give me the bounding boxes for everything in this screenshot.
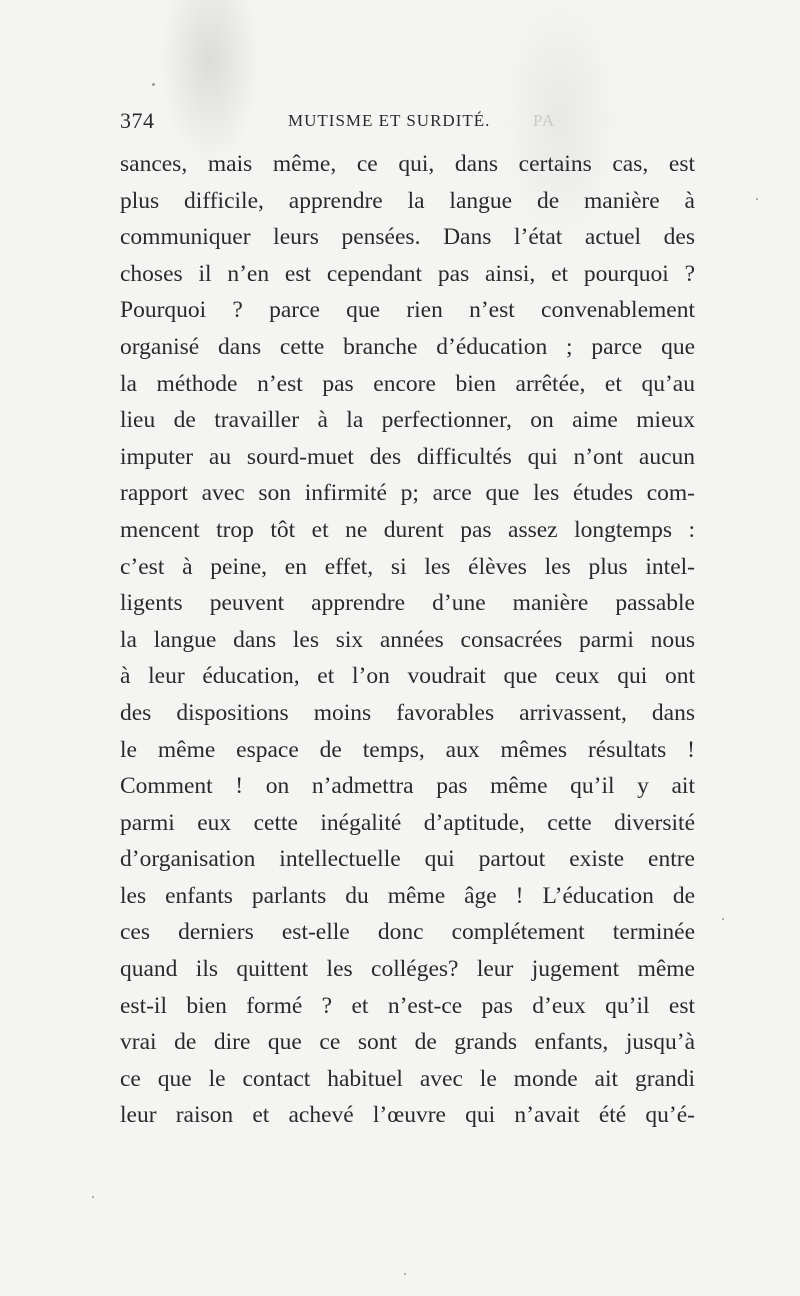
page-number: 374 [120, 108, 155, 133]
text-line: plus difficile, apprendre la langue de manière à [120, 187, 695, 214]
text-line: c’est à peine, en effet, si les élèves les plus intel- [120, 553, 695, 580]
body-text [120, 146, 695, 1134]
text-line: rapport avec son infirmité p; arce que les études com- [120, 480, 695, 507]
text-line: la méthode n’est pas encore bien arrêtée, et qu’au [120, 370, 695, 397]
paper-speck [404, 1273, 406, 1275]
page-header [120, 108, 695, 138]
text-line: la langue dans les six années consacrées parmi nous [120, 626, 695, 653]
paper-speck [152, 83, 155, 86]
bleed-through-text: PA [533, 111, 556, 130]
paper-speck [722, 918, 724, 920]
text-line: organisé dans cette branche d’éducation ; parce que [120, 333, 695, 360]
text-line: quand ils quittent les colléges? leur jugement même [120, 956, 695, 983]
text-line: vrai de dire que ce sont de grands enfants, jusqu’à [120, 1029, 695, 1056]
text-line: parmi eux cette inégalité d’aptitude, cette diversité [120, 809, 695, 836]
text-line: le même espace de temps, aux mêmes résultats ! [120, 736, 695, 763]
text-line: choses il n’en est cependant pas ainsi, et pourquoi ? [120, 260, 695, 287]
text-line: Pourquoi ? parce que rien n’est convenablement [120, 297, 695, 324]
text-line: Comment ! on n’admettra pas même qu’il y ait [120, 773, 695, 800]
text-line: est-il bien formé ? et n’est-ce pas d’eux qu’il est [120, 992, 695, 1019]
text-line: des dispositions moins favorables arrivassent, dans [120, 699, 695, 726]
text-line: lieu de travailler à la perfectionner, on aime mieux [120, 407, 695, 434]
paper-speck [756, 198, 758, 200]
text-line: ce que le contact habituel avec le monde ait grandi [120, 1065, 695, 1092]
text-line: les enfants parlants du même âge ! L’éducation de [120, 882, 695, 909]
text-line: à leur éducation, et l’on voudrait que ceux qui ont [120, 663, 695, 690]
text-line: leur raison et achevé l’œuvre qui n’avait été qu’é- [120, 1102, 695, 1129]
text-line: ligents peuvent apprendre d’une manière passable [120, 590, 695, 617]
text-line: ces derniers est-elle donc complétement terminée [120, 919, 695, 946]
paper-speck [92, 1196, 94, 1198]
text-line: communiquer leurs pensées. Dans l’état actuel des [120, 224, 695, 251]
running-head: MUTISME ET SURDITÉ. [288, 111, 491, 130]
text-line: sances, mais même, ce qui, dans certains cas, est [120, 151, 695, 177]
text-line: imputer au sourd-muet des difficultés qui n’ont aucun [120, 443, 695, 470]
text-line: mencent trop tôt et ne durent pas assez longtemps : [120, 516, 695, 543]
text-line: d’organisation intellectuelle qui partout existe entre [120, 846, 695, 873]
